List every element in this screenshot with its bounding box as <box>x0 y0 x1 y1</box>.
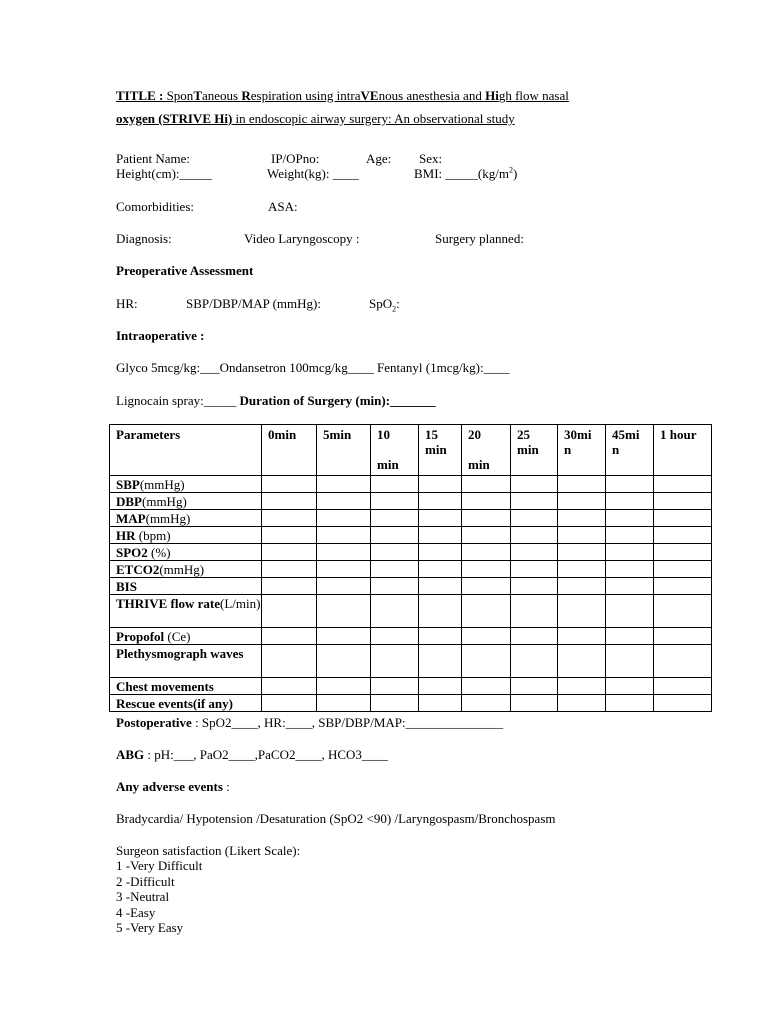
parameter-name-cell <box>110 678 262 695</box>
entry-cell[interactable] <box>262 695 317 712</box>
entry-cell[interactable] <box>371 695 419 712</box>
entry-cell[interactable] <box>606 544 654 561</box>
entry-cell[interactable] <box>511 527 558 544</box>
entry-cell[interactable] <box>558 578 606 595</box>
surgery-planned-label: Surgery planned: <box>435 231 524 246</box>
spo2-colon: : <box>396 296 400 311</box>
header-time: 0min <box>262 425 317 476</box>
entry-cell[interactable] <box>558 527 606 544</box>
postop-label: Postoperative <box>116 715 192 730</box>
entry-cell[interactable] <box>419 578 462 595</box>
entry-cell[interactable] <box>462 476 511 493</box>
parameter-unit: (mmHg) <box>145 511 191 526</box>
entry-cell[interactable] <box>606 595 654 628</box>
parameter-name: SPO2 <box>116 545 148 560</box>
entry-cell[interactable] <box>606 695 654 712</box>
entry-cell[interactable] <box>654 510 712 527</box>
entry-cell[interactable] <box>419 476 462 493</box>
entry-cell[interactable] <box>262 678 317 695</box>
parameter-name-cell <box>110 595 262 628</box>
entry-cell[interactable] <box>317 561 371 578</box>
entry-cell[interactable] <box>462 493 511 510</box>
parameter-name: Chest movements <box>116 679 214 694</box>
entry-cell[interactable] <box>371 510 419 527</box>
entry-cell[interactable] <box>462 628 511 645</box>
header-time: 15 min <box>419 425 462 476</box>
entry-cell[interactable] <box>511 510 558 527</box>
entry-cell[interactable] <box>511 695 558 712</box>
intraop-drugs: Glyco 5mcg/kg:___Ondansetron 100mcg/kg____ Fentanyl (1mcg/kg):____ <box>116 360 510 375</box>
parameter-unit: (mmHg) <box>142 494 187 509</box>
adverse-line <box>116 779 230 794</box>
entry-cell[interactable] <box>654 544 712 561</box>
header-time: 10 min <box>371 425 419 476</box>
bmi-text: BMI: _____(kg/m <box>414 166 509 181</box>
entry-cell[interactable] <box>654 695 712 712</box>
entry-cell[interactable] <box>558 476 606 493</box>
table-row <box>110 578 712 595</box>
entry-cell[interactable] <box>654 476 712 493</box>
entry-cell[interactable] <box>462 695 511 712</box>
entry-cell[interactable] <box>462 578 511 595</box>
entry-cell[interactable] <box>419 561 462 578</box>
entry-cell[interactable] <box>462 645 511 678</box>
entry-cell[interactable] <box>317 476 371 493</box>
entry-cell[interactable] <box>317 628 371 645</box>
entry-cell[interactable] <box>511 645 558 678</box>
entry-cell[interactable] <box>654 628 712 645</box>
entry-cell[interactable] <box>462 595 511 628</box>
title-part: aneous <box>201 88 242 103</box>
ip-op-label: IP/OPno: <box>271 151 320 166</box>
entry-cell[interactable] <box>606 561 654 578</box>
entry-cell[interactable] <box>511 628 558 645</box>
abg-line <box>116 747 388 762</box>
height-label: Height(cm):_____ <box>116 166 213 181</box>
parameter-name: BIS <box>116 579 137 594</box>
parameter-name-cell <box>110 645 262 678</box>
parameter-name-cell <box>110 493 262 510</box>
title-part: gh flow nasal <box>498 88 569 103</box>
spo2-text: SpO <box>369 296 393 311</box>
table-row <box>110 695 712 712</box>
adverse-events-list: Bradycardia/ Hypotension /Desaturation (SpO2 <90) /Laryngospasm/Bronchospasm <box>116 811 556 826</box>
spo2-subscript: 2 <box>392 304 397 314</box>
entry-cell[interactable] <box>419 628 462 645</box>
bmi-label <box>414 166 517 181</box>
table-row <box>110 527 712 544</box>
entry-cell[interactable] <box>262 628 317 645</box>
abg-label: ABG <box>116 747 145 762</box>
entry-cell[interactable] <box>558 510 606 527</box>
entry-cell[interactable] <box>262 476 317 493</box>
parameter-name: SBP <box>116 477 140 492</box>
entry-cell[interactable] <box>654 678 712 695</box>
entry-cell[interactable] <box>371 578 419 595</box>
entry-cell[interactable] <box>654 527 712 544</box>
entry-cell[interactable] <box>371 493 419 510</box>
entry-cell[interactable] <box>317 595 371 628</box>
header-time: 30mi n <box>558 425 606 476</box>
abg-fields: : pH:___, PaO2____,PaCO2____, HCO3____ <box>144 747 388 762</box>
entry-cell[interactable] <box>262 561 317 578</box>
likert-item: 2 -Difficult <box>116 874 175 889</box>
bmi-superscript: 2 <box>508 165 513 175</box>
parameter-name: Plethysmograph waves <box>116 646 244 661</box>
parameter-name: DBP <box>116 494 142 509</box>
entry-cell[interactable] <box>317 578 371 595</box>
entry-cell[interactable] <box>654 595 712 628</box>
parameter-name-cell <box>110 561 262 578</box>
header-time: 45mi n <box>606 425 654 476</box>
entry-cell[interactable] <box>654 561 712 578</box>
entry-cell[interactable] <box>419 493 462 510</box>
title-part: espiration using intra <box>250 88 361 103</box>
entry-cell[interactable] <box>654 493 712 510</box>
likert-item: 4 -Easy <box>116 905 156 920</box>
entry-cell[interactable] <box>317 544 371 561</box>
asa-label: ASA: <box>268 199 298 214</box>
comorbidities-label: Comorbidities: <box>116 199 194 214</box>
patient-name-label: Patient Name: <box>116 151 191 166</box>
title-rest: in endoscopic airway surgery: An observational study <box>232 111 515 126</box>
title-part: Spon <box>166 88 194 103</box>
entry-cell[interactable] <box>262 645 317 678</box>
entry-cell[interactable] <box>262 510 317 527</box>
entry-cell[interactable] <box>371 678 419 695</box>
parameter-name-cell <box>110 476 262 493</box>
header-time: 5min <box>317 425 371 476</box>
table-row <box>110 645 712 678</box>
entry-cell[interactable] <box>511 561 558 578</box>
parameter-name: ETCO2 <box>116 562 160 577</box>
entry-cell[interactable] <box>462 510 511 527</box>
title-acronym: oxygen (STRIVE Hi) <box>116 111 233 126</box>
parameter-unit: (%) <box>147 545 171 560</box>
entry-cell[interactable] <box>654 578 712 595</box>
parameter-unit: (mmHg) <box>139 477 185 492</box>
entry-cell[interactable] <box>262 544 317 561</box>
table-row <box>110 476 712 493</box>
entry-cell[interactable] <box>462 561 511 578</box>
entry-cell[interactable] <box>558 561 606 578</box>
entry-cell[interactable] <box>606 493 654 510</box>
entry-cell[interactable] <box>317 678 371 695</box>
table-row <box>110 595 712 628</box>
preop-heading: Preoperative Assessment <box>116 263 254 278</box>
lignocain-label: Lignocain spray:_____ <box>116 393 240 408</box>
entry-cell[interactable] <box>419 544 462 561</box>
parameter-name: Propofol <box>116 629 165 644</box>
entry-cell[interactable] <box>558 628 606 645</box>
entry-cell[interactable] <box>419 695 462 712</box>
preop-spo2-label <box>369 296 400 314</box>
entry-cell[interactable] <box>371 645 419 678</box>
preop-hr-label: HR: <box>116 296 138 311</box>
sex-label: Sex: <box>419 151 443 166</box>
entry-cell[interactable] <box>606 628 654 645</box>
entry-cell[interactable] <box>511 544 558 561</box>
weight-label: Weight(kg): ____ <box>267 166 359 181</box>
entry-cell[interactable] <box>462 678 511 695</box>
parameter-name-cell <box>110 695 262 712</box>
parameter-name: HR <box>116 528 136 543</box>
entry-cell[interactable] <box>606 510 654 527</box>
likert-item: 5 -Very Easy <box>116 920 184 935</box>
entry-cell[interactable] <box>462 527 511 544</box>
table-row <box>110 510 712 527</box>
parameter-name-cell <box>110 544 262 561</box>
parameter-unit: (L/min) <box>220 596 261 611</box>
entry-cell[interactable] <box>511 595 558 628</box>
title-line-1 <box>116 88 569 103</box>
entry-cell[interactable] <box>606 678 654 695</box>
table-row <box>110 561 712 578</box>
title-label: TITLE : <box>116 88 164 103</box>
entry-cell[interactable] <box>371 544 419 561</box>
entry-cell[interactable] <box>371 628 419 645</box>
entry-cell[interactable] <box>262 527 317 544</box>
entry-cell[interactable] <box>511 476 558 493</box>
parameter-unit: (mmHg) <box>159 562 205 577</box>
duration-label: Duration of Surgery (min):_______ <box>239 393 436 408</box>
entry-cell[interactable] <box>654 645 712 678</box>
title-part: R <box>241 88 251 103</box>
intraop-heading: Intraoperative : <box>116 328 205 343</box>
entry-cell[interactable] <box>419 678 462 695</box>
entry-cell[interactable] <box>371 561 419 578</box>
entry-cell[interactable] <box>419 595 462 628</box>
parameters-table <box>109 424 712 712</box>
table-row <box>110 493 712 510</box>
entry-cell[interactable] <box>558 695 606 712</box>
parameter-name: THRIVE flow rate <box>116 596 220 611</box>
table-row <box>110 628 712 645</box>
entry-cell[interactable] <box>606 645 654 678</box>
entry-cell[interactable] <box>511 678 558 695</box>
table-row <box>110 678 712 695</box>
parameter-name: Rescue events(if any) <box>116 696 233 711</box>
entry-cell[interactable] <box>419 510 462 527</box>
entry-cell[interactable] <box>558 493 606 510</box>
parameter-name-cell <box>110 510 262 527</box>
entry-cell[interactable] <box>606 476 654 493</box>
title-part: nous anesthesia and <box>378 88 486 103</box>
title-line-2 <box>116 111 515 126</box>
adverse-label: Any adverse events <box>116 779 223 794</box>
entry-cell[interactable] <box>419 527 462 544</box>
entry-cell[interactable] <box>371 476 419 493</box>
entry-cell[interactable] <box>558 544 606 561</box>
entry-cell[interactable] <box>606 527 654 544</box>
table-header-row <box>110 425 712 476</box>
preop-bp-label: SBP/DBP/MAP (mmHg): <box>186 296 321 311</box>
entry-cell[interactable] <box>558 678 606 695</box>
entry-cell[interactable] <box>606 578 654 595</box>
intraop-lignocain-line <box>116 393 436 408</box>
parameter-name-cell <box>110 578 262 595</box>
entry-cell[interactable] <box>462 544 511 561</box>
title-part: Hi <box>485 88 499 103</box>
entry-cell[interactable] <box>262 578 317 595</box>
entry-cell[interactable] <box>317 493 371 510</box>
entry-cell[interactable] <box>317 645 371 678</box>
age-label: Age: <box>366 151 392 166</box>
diagnosis-label: Diagnosis: <box>116 231 172 246</box>
header-parameters: Parameters <box>110 425 262 476</box>
entry-cell[interactable] <box>262 595 317 628</box>
entry-cell[interactable] <box>558 595 606 628</box>
likert-item: 1 -Very Difficult <box>116 858 203 873</box>
entry-cell[interactable] <box>262 493 317 510</box>
likert-heading: Surgeon satisfaction (Likert Scale): <box>116 843 301 858</box>
entry-cell[interactable] <box>317 510 371 527</box>
video-laryngoscopy-label: Video Laryngoscopy : <box>244 231 360 246</box>
entry-cell[interactable] <box>317 527 371 544</box>
postop-line <box>116 715 503 730</box>
parameter-name-cell <box>110 628 262 645</box>
entry-cell[interactable] <box>317 695 371 712</box>
entry-cell[interactable] <box>558 645 606 678</box>
parameter-name: MAP <box>116 511 146 526</box>
header-time: 25 min <box>511 425 558 476</box>
title-part: VE <box>360 88 379 103</box>
entry-cell[interactable] <box>371 595 419 628</box>
header-time: 1 hour <box>654 425 712 476</box>
entry-cell[interactable] <box>511 578 558 595</box>
header-time: 20 min <box>462 425 511 476</box>
entry-cell[interactable] <box>511 493 558 510</box>
table-row <box>110 544 712 561</box>
parameter-name-cell <box>110 527 262 544</box>
adverse-colon: : <box>222 779 230 794</box>
title-part: T <box>193 88 202 103</box>
parameter-unit: (bpm) <box>135 528 171 543</box>
postop-fields: : SpO2____, HR:____, SBP/DBP/MAP:_______________ <box>191 715 504 730</box>
likert-item: 3 -Neutral <box>116 889 170 904</box>
entry-cell[interactable] <box>371 527 419 544</box>
entry-cell[interactable] <box>419 645 462 678</box>
parameter-unit: (Ce) <box>164 629 191 644</box>
bmi-text-end: ) <box>512 166 518 181</box>
